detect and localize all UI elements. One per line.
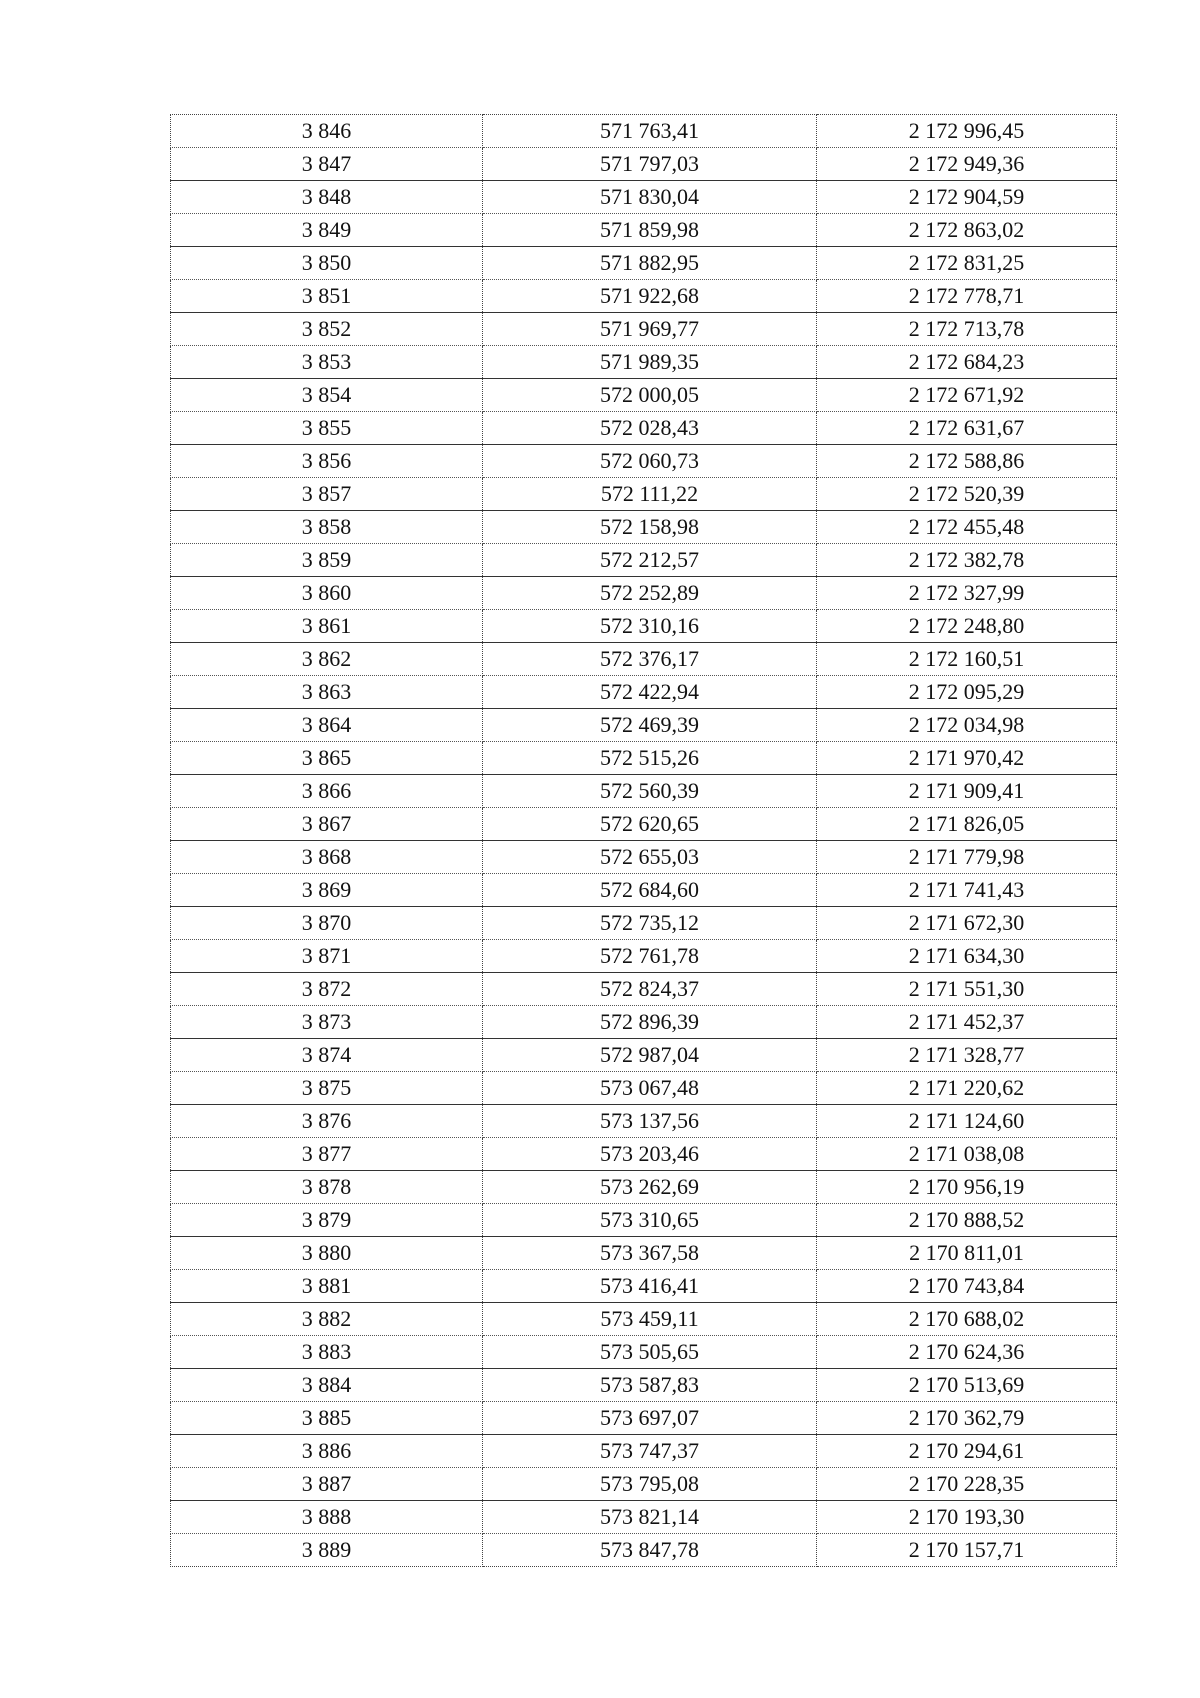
point-number-cell: 3 868 bbox=[171, 841, 483, 874]
y-coordinate-cell: 2 172 520,39 bbox=[817, 478, 1117, 511]
point-number-cell: 3 876 bbox=[171, 1105, 483, 1138]
x-coordinate-cell: 571 989,35 bbox=[483, 346, 817, 379]
table-row bbox=[171, 1468, 1117, 1501]
point-number-cell: 3 886 bbox=[171, 1435, 483, 1468]
point-number-cell: 3 854 bbox=[171, 379, 483, 412]
y-coordinate-cell: 2 170 888,52 bbox=[817, 1204, 1117, 1237]
x-coordinate-cell: 571 859,98 bbox=[483, 214, 817, 247]
point-number-cell: 3 870 bbox=[171, 907, 483, 940]
table-row bbox=[171, 379, 1117, 412]
point-number-cell: 3 857 bbox=[171, 478, 483, 511]
table-row bbox=[171, 742, 1117, 775]
table-row bbox=[171, 412, 1117, 445]
point-number-cell: 3 863 bbox=[171, 676, 483, 709]
point-number-cell: 3 874 bbox=[171, 1039, 483, 1072]
y-coordinate-cell: 2 172 588,86 bbox=[817, 445, 1117, 478]
x-coordinate-cell: 573 587,83 bbox=[483, 1369, 817, 1402]
x-coordinate-cell: 572 655,03 bbox=[483, 841, 817, 874]
table-row bbox=[171, 973, 1117, 1006]
table-row bbox=[171, 709, 1117, 742]
table-row bbox=[171, 346, 1117, 379]
x-coordinate-cell: 573 367,58 bbox=[483, 1237, 817, 1270]
table-row bbox=[171, 1435, 1117, 1468]
table-row bbox=[171, 1534, 1117, 1567]
x-coordinate-cell: 571 969,77 bbox=[483, 313, 817, 346]
x-coordinate-cell: 572 212,57 bbox=[483, 544, 817, 577]
point-number-cell: 3 860 bbox=[171, 577, 483, 610]
y-coordinate-cell: 2 170 362,79 bbox=[817, 1402, 1117, 1435]
x-coordinate-cell: 572 896,39 bbox=[483, 1006, 817, 1039]
point-number-cell: 3 861 bbox=[171, 610, 483, 643]
y-coordinate-cell: 2 170 956,19 bbox=[817, 1171, 1117, 1204]
x-coordinate-cell: 572 376,17 bbox=[483, 643, 817, 676]
point-number-cell: 3 865 bbox=[171, 742, 483, 775]
y-coordinate-cell: 2 171 909,41 bbox=[817, 775, 1117, 808]
x-coordinate-cell: 572 987,04 bbox=[483, 1039, 817, 1072]
x-coordinate-cell: 572 560,39 bbox=[483, 775, 817, 808]
point-number-cell: 3 878 bbox=[171, 1171, 483, 1204]
coordinates-table-body bbox=[171, 115, 1117, 1567]
x-coordinate-cell: 573 505,65 bbox=[483, 1336, 817, 1369]
y-coordinate-cell: 2 171 826,05 bbox=[817, 808, 1117, 841]
x-coordinate-cell: 572 252,89 bbox=[483, 577, 817, 610]
x-coordinate-cell: 571 922,68 bbox=[483, 280, 817, 313]
point-number-cell: 3 884 bbox=[171, 1369, 483, 1402]
y-coordinate-cell: 2 171 220,62 bbox=[817, 1072, 1117, 1105]
point-number-cell: 3 859 bbox=[171, 544, 483, 577]
point-number-cell: 3 873 bbox=[171, 1006, 483, 1039]
x-coordinate-cell: 573 821,14 bbox=[483, 1501, 817, 1534]
y-coordinate-cell: 2 170 157,71 bbox=[817, 1534, 1117, 1567]
point-number-cell: 3 883 bbox=[171, 1336, 483, 1369]
table-row bbox=[171, 313, 1117, 346]
table-row bbox=[171, 775, 1117, 808]
y-coordinate-cell: 2 171 779,98 bbox=[817, 841, 1117, 874]
point-number-cell: 3 880 bbox=[171, 1237, 483, 1270]
y-coordinate-cell: 2 172 034,98 bbox=[817, 709, 1117, 742]
x-coordinate-cell: 572 000,05 bbox=[483, 379, 817, 412]
table-row bbox=[171, 1105, 1117, 1138]
point-number-cell: 3 867 bbox=[171, 808, 483, 841]
table-row bbox=[171, 280, 1117, 313]
table-row bbox=[171, 247, 1117, 280]
y-coordinate-cell: 2 170 294,61 bbox=[817, 1435, 1117, 1468]
point-number-cell: 3 851 bbox=[171, 280, 483, 313]
x-coordinate-cell: 572 684,60 bbox=[483, 874, 817, 907]
point-number-cell: 3 879 bbox=[171, 1204, 483, 1237]
y-coordinate-cell: 2 172 455,48 bbox=[817, 511, 1117, 544]
x-coordinate-cell: 573 697,07 bbox=[483, 1402, 817, 1435]
point-number-cell: 3 852 bbox=[171, 313, 483, 346]
point-number-cell: 3 848 bbox=[171, 181, 483, 214]
x-coordinate-cell: 572 469,39 bbox=[483, 709, 817, 742]
x-coordinate-cell: 572 310,16 bbox=[483, 610, 817, 643]
point-number-cell: 3 858 bbox=[171, 511, 483, 544]
x-coordinate-cell: 572 028,43 bbox=[483, 412, 817, 445]
table-row bbox=[171, 1237, 1117, 1270]
y-coordinate-cell: 2 171 328,77 bbox=[817, 1039, 1117, 1072]
coordinates-table bbox=[170, 114, 1117, 1567]
x-coordinate-cell: 571 830,04 bbox=[483, 181, 817, 214]
table-row bbox=[171, 610, 1117, 643]
point-number-cell: 3 853 bbox=[171, 346, 483, 379]
x-coordinate-cell: 571 797,03 bbox=[483, 148, 817, 181]
table-row bbox=[171, 1336, 1117, 1369]
y-coordinate-cell: 2 172 778,71 bbox=[817, 280, 1117, 313]
point-number-cell: 3 881 bbox=[171, 1270, 483, 1303]
table-row bbox=[171, 214, 1117, 247]
table-row bbox=[171, 808, 1117, 841]
point-number-cell: 3 849 bbox=[171, 214, 483, 247]
y-coordinate-cell: 2 172 382,78 bbox=[817, 544, 1117, 577]
table-row bbox=[171, 874, 1117, 907]
y-coordinate-cell: 2 170 743,84 bbox=[817, 1270, 1117, 1303]
x-coordinate-cell: 572 158,98 bbox=[483, 511, 817, 544]
table-row bbox=[171, 148, 1117, 181]
y-coordinate-cell: 2 171 038,08 bbox=[817, 1138, 1117, 1171]
table-row bbox=[171, 511, 1117, 544]
x-coordinate-cell: 572 422,94 bbox=[483, 676, 817, 709]
x-coordinate-cell: 572 620,65 bbox=[483, 808, 817, 841]
point-number-cell: 3 846 bbox=[171, 115, 483, 148]
y-coordinate-cell: 2 171 551,30 bbox=[817, 973, 1117, 1006]
x-coordinate-cell: 573 416,41 bbox=[483, 1270, 817, 1303]
y-coordinate-cell: 2 170 193,30 bbox=[817, 1501, 1117, 1534]
y-coordinate-cell: 2 172 949,36 bbox=[817, 148, 1117, 181]
table-row bbox=[171, 1303, 1117, 1336]
point-number-cell: 3 864 bbox=[171, 709, 483, 742]
table-row bbox=[171, 1039, 1117, 1072]
table-row bbox=[171, 1501, 1117, 1534]
point-number-cell: 3 882 bbox=[171, 1303, 483, 1336]
y-coordinate-cell: 2 171 452,37 bbox=[817, 1006, 1117, 1039]
table-row bbox=[171, 1171, 1117, 1204]
y-coordinate-cell: 2 170 811,01 bbox=[817, 1237, 1117, 1270]
x-coordinate-cell: 572 515,26 bbox=[483, 742, 817, 775]
y-coordinate-cell: 2 172 248,80 bbox=[817, 610, 1117, 643]
table-row bbox=[171, 1138, 1117, 1171]
table-row bbox=[171, 841, 1117, 874]
x-coordinate-cell: 571 763,41 bbox=[483, 115, 817, 148]
y-coordinate-cell: 2 172 904,59 bbox=[817, 181, 1117, 214]
y-coordinate-cell: 2 172 713,78 bbox=[817, 313, 1117, 346]
x-coordinate-cell: 572 824,37 bbox=[483, 973, 817, 1006]
point-number-cell: 3 847 bbox=[171, 148, 483, 181]
x-coordinate-cell: 573 137,56 bbox=[483, 1105, 817, 1138]
table-row bbox=[171, 1006, 1117, 1039]
y-coordinate-cell: 2 172 160,51 bbox=[817, 643, 1117, 676]
table-row bbox=[171, 643, 1117, 676]
table-row bbox=[171, 940, 1117, 973]
y-coordinate-cell: 2 170 513,69 bbox=[817, 1369, 1117, 1402]
x-coordinate-cell: 573 203,46 bbox=[483, 1138, 817, 1171]
y-coordinate-cell: 2 172 095,29 bbox=[817, 676, 1117, 709]
point-number-cell: 3 871 bbox=[171, 940, 483, 973]
x-coordinate-cell: 572 735,12 bbox=[483, 907, 817, 940]
table-row bbox=[171, 1072, 1117, 1105]
x-coordinate-cell: 571 882,95 bbox=[483, 247, 817, 280]
x-coordinate-cell: 572 060,73 bbox=[483, 445, 817, 478]
point-number-cell: 3 887 bbox=[171, 1468, 483, 1501]
table-row bbox=[171, 478, 1117, 511]
table-row bbox=[171, 577, 1117, 610]
table-row bbox=[171, 445, 1117, 478]
y-coordinate-cell: 2 170 624,36 bbox=[817, 1336, 1117, 1369]
y-coordinate-cell: 2 171 124,60 bbox=[817, 1105, 1117, 1138]
point-number-cell: 3 856 bbox=[171, 445, 483, 478]
x-coordinate-cell: 573 067,48 bbox=[483, 1072, 817, 1105]
x-coordinate-cell: 573 459,11 bbox=[483, 1303, 817, 1336]
table-row bbox=[171, 676, 1117, 709]
point-number-cell: 3 888 bbox=[171, 1501, 483, 1534]
y-coordinate-cell: 2 172 631,67 bbox=[817, 412, 1117, 445]
table-row bbox=[171, 181, 1117, 214]
y-coordinate-cell: 2 172 863,02 bbox=[817, 214, 1117, 247]
point-number-cell: 3 855 bbox=[171, 412, 483, 445]
x-coordinate-cell: 573 747,37 bbox=[483, 1435, 817, 1468]
x-coordinate-cell: 573 262,69 bbox=[483, 1171, 817, 1204]
table-row bbox=[171, 907, 1117, 940]
point-number-cell: 3 850 bbox=[171, 247, 483, 280]
table-row bbox=[171, 115, 1117, 148]
point-number-cell: 3 869 bbox=[171, 874, 483, 907]
point-number-cell: 3 866 bbox=[171, 775, 483, 808]
table-row bbox=[171, 1204, 1117, 1237]
x-coordinate-cell: 573 310,65 bbox=[483, 1204, 817, 1237]
table-row bbox=[171, 1270, 1117, 1303]
table-row bbox=[171, 544, 1117, 577]
point-number-cell: 3 877 bbox=[171, 1138, 483, 1171]
x-coordinate-cell: 573 847,78 bbox=[483, 1534, 817, 1567]
y-coordinate-cell: 2 171 741,43 bbox=[817, 874, 1117, 907]
point-number-cell: 3 872 bbox=[171, 973, 483, 1006]
x-coordinate-cell: 572 111,22 bbox=[483, 478, 817, 511]
y-coordinate-cell: 2 171 970,42 bbox=[817, 742, 1117, 775]
y-coordinate-cell: 2 171 672,30 bbox=[817, 907, 1117, 940]
y-coordinate-cell: 2 172 327,99 bbox=[817, 577, 1117, 610]
y-coordinate-cell: 2 172 831,25 bbox=[817, 247, 1117, 280]
point-number-cell: 3 885 bbox=[171, 1402, 483, 1435]
point-number-cell: 3 862 bbox=[171, 643, 483, 676]
point-number-cell: 3 875 bbox=[171, 1072, 483, 1105]
y-coordinate-cell: 2 171 634,30 bbox=[817, 940, 1117, 973]
y-coordinate-cell: 2 172 996,45 bbox=[817, 115, 1117, 148]
y-coordinate-cell: 2 170 228,35 bbox=[817, 1468, 1117, 1501]
y-coordinate-cell: 2 172 671,92 bbox=[817, 379, 1117, 412]
point-number-cell: 3 889 bbox=[171, 1534, 483, 1567]
x-coordinate-cell: 572 761,78 bbox=[483, 940, 817, 973]
table-row bbox=[171, 1402, 1117, 1435]
y-coordinate-cell: 2 170 688,02 bbox=[817, 1303, 1117, 1336]
x-coordinate-cell: 573 795,08 bbox=[483, 1468, 817, 1501]
table-row bbox=[171, 1369, 1117, 1402]
y-coordinate-cell: 2 172 684,23 bbox=[817, 346, 1117, 379]
